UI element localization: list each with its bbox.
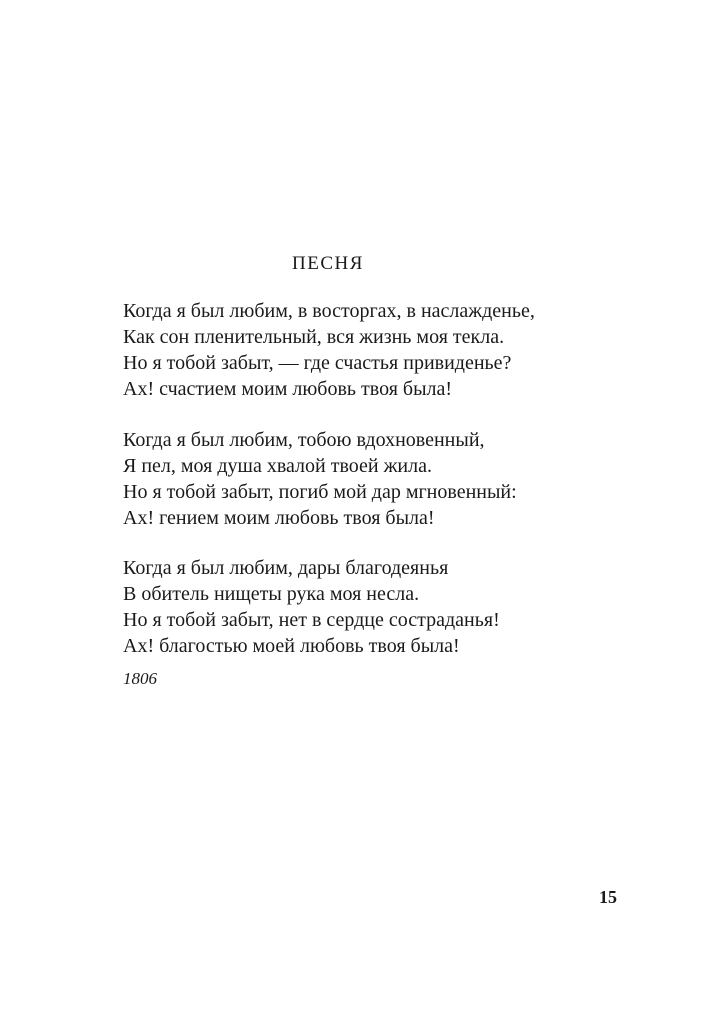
poem-line: Как сон пленительный, вся жизнь моя текла. — [123, 326, 505, 348]
poem-line: Но я тобой забыт, погиб мой дар мгновенный: — [123, 480, 517, 503]
poem-line: Когда я был любим, в восторгах, в наслажденье, — [123, 300, 535, 322]
poem-line: В обитель нищеты рука моя несла. — [123, 583, 420, 605]
poem-title: ПЕСНЯ — [292, 253, 364, 274]
page-number: 15 — [599, 887, 617, 907]
stanza-2 — [123, 427, 663, 531]
poem-body — [123, 298, 663, 684]
stanza-3 — [123, 555, 663, 659]
poem-line: Когда я был любим, тобою вдохновенный, — [123, 428, 485, 451]
poem-line: Но я тобой забыт, — где счастья привиденье? — [123, 352, 512, 374]
poem-line: Я пел, моя душа хвалой твоей жила. — [123, 454, 432, 477]
poem-line: Ах! счастием моим любовь твоя была! — [123, 378, 453, 400]
poem-line: Ах! гением моим любовь твоя была! — [123, 506, 435, 529]
stanza-1 — [123, 298, 663, 402]
poem-year: 1806 — [123, 669, 157, 688]
poem-line: Когда я был любим, дары благодеянья — [123, 557, 449, 579]
poem-line: Но я тобой забыт, нет в сердце состраданья! — [123, 609, 500, 631]
poem-line: Ах! благостью моей любовь твоя была! — [123, 635, 460, 657]
